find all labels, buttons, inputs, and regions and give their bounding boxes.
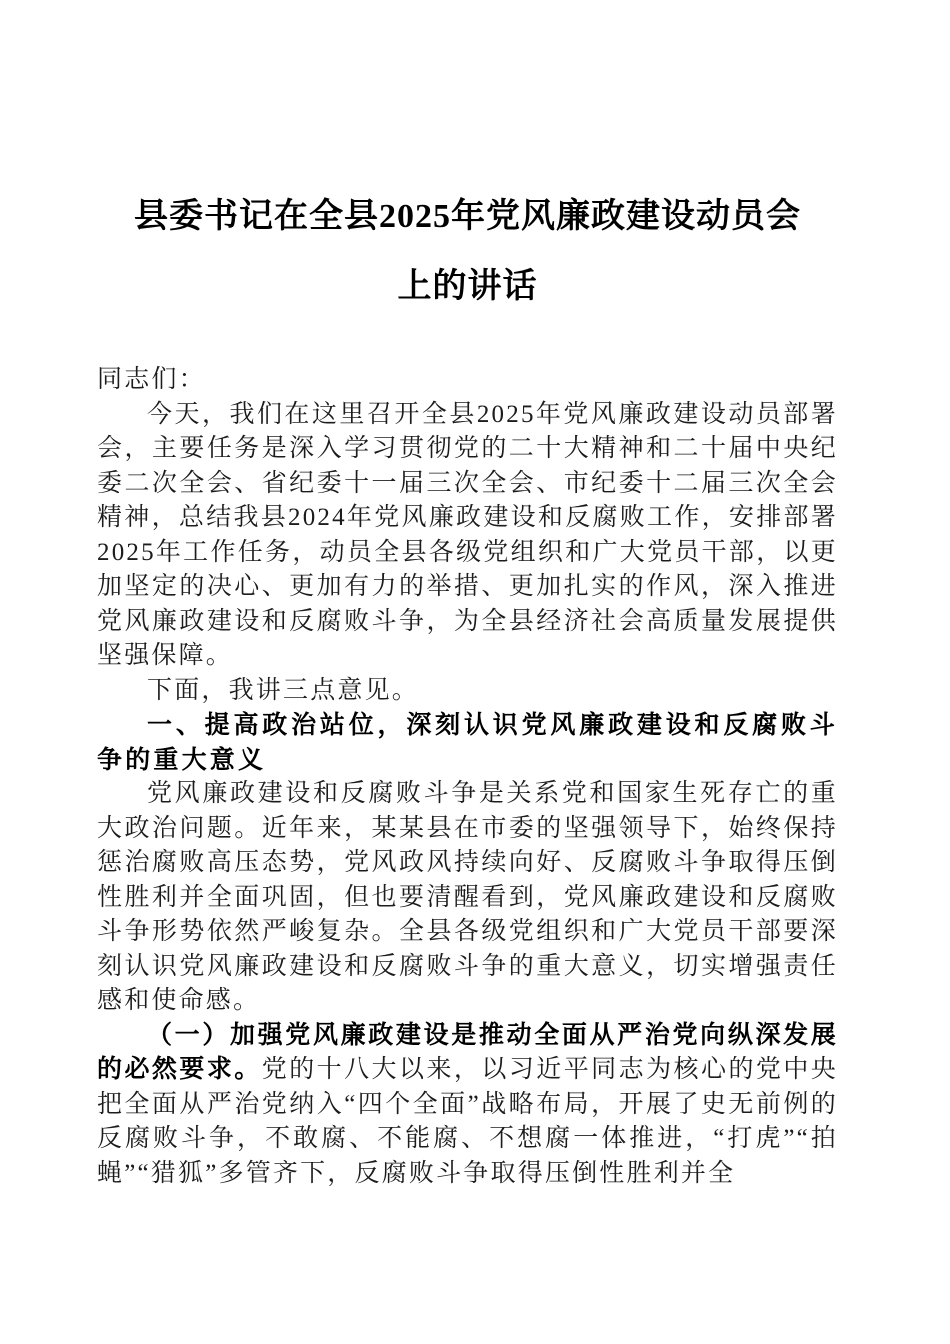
section-heading: 一、提高政治站位，深刻认识党风廉政建设和反腐败斗争的重大意义 [97, 711, 838, 774]
paragraph: 党风廉政建设和反腐败斗争是关系党和国家生死存亡的重大政治问题。近年来，某某县在市委的坚强领导下，始终保持惩治腐败高压态势，党风政风持续向好、反腐败斗争取得压倒性胜利并全面巩固，但也要清醒看到，党风廉政建设和反腐败斗争形势依然严峻复杂。全县各级党组织和广大党员干部要深刻认识党风廉政建设和反腐败斗争的重大意义，切实增强责任感和使命感。 [97, 780, 838, 1014]
document-title-line-2: 上的讲话 [397, 268, 538, 305]
paragraph: 今天，我们在这里召开全县2025年党风廉政建设动员部署会，主要任务是深入学习贯彻党的二十大精神和二十届中央纪委二次全会、省纪委十一届三次全会、市纪委十二届三次全会精神，总结我县2024年党风廉政建设和反腐败工作，安排部署2025年工作任务，动员全县各级党组织和广大党员干部，以更加坚定的决心、更加有力的举措、更加扎实的作风，深入推进党风廉政建设和反腐败斗争，为全县经济社会高质量发展提供坚强保障。 [97, 400, 838, 669]
paragraph: 同志们： [97, 366, 206, 393]
paragraph-lead: （一）加强党风廉政建设是推动全面从严治党向纵深发展的必然要求。 [97, 1021, 838, 1083]
paragraph: 下面，我讲三点意见。 [147, 676, 420, 704]
paragraph-text: 党的十八大以来，以习近平同志为核心的党中央把全面从严治党纳入“四个全面”战略布局，开展了史无前例的反腐败斗争，不敢腐、不能腐、不想腐一体推进，“打虎”“拍蝇”“猎狐”多管齐下，反腐败斗争取得压倒性胜利并全 [97, 1056, 839, 1187]
document-body [97, 363, 838, 1191]
paragraph [97, 1019, 838, 1192]
document-title [97, 182, 838, 322]
document-title-line-1: 县委书记在全县2025年党风廉政建设动员会 [134, 198, 801, 235]
